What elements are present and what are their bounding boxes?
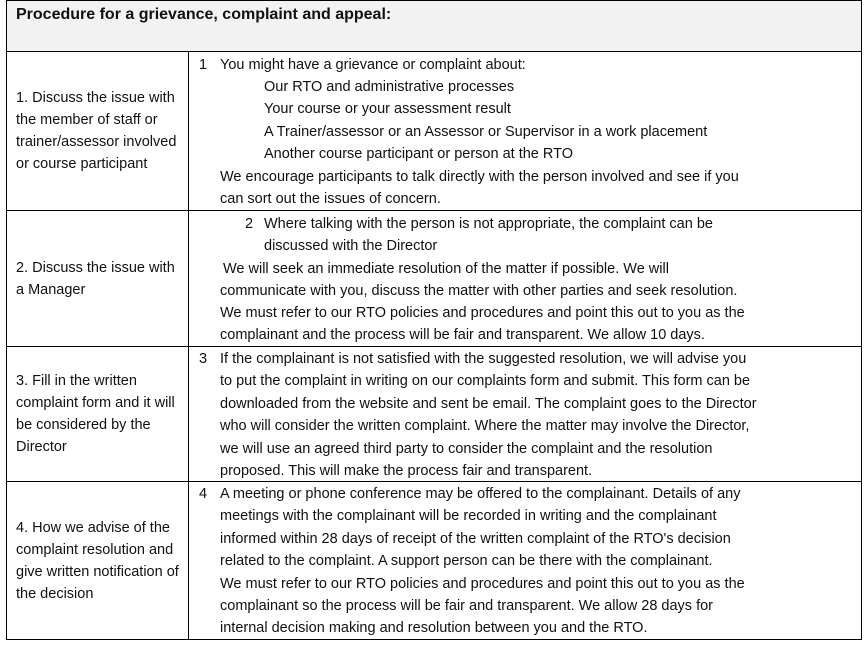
description-line: complainant so the process will be fair and transparent. We allow 28 days for xyxy=(220,598,713,614)
description-line: You might have a grievance or complaint about: xyxy=(220,57,526,73)
table-row-step-2 xyxy=(7,211,861,347)
description-cell xyxy=(189,211,861,346)
description-cell xyxy=(189,482,861,639)
description-line: A Trainer/assessor or an Assessor or Supervisor in a work placement xyxy=(264,124,708,140)
description-line: meetings with the complainant will be recorded in writing and the complainant xyxy=(220,508,717,524)
step-cell xyxy=(7,482,189,639)
step-cell xyxy=(7,52,189,210)
description-line: downloaded from the website and sent be email. The complaint goes to the Director xyxy=(220,396,757,412)
table-row-step-3 xyxy=(7,347,861,482)
table-row-step-4 xyxy=(7,482,861,639)
description-line: We will seek an immediate resolution of the matter if possible. We will xyxy=(223,261,669,277)
description-line: Where talking with the person is not appropriate, the complaint can be xyxy=(264,216,713,232)
table-title: Procedure for a grievance, complaint and appeal: xyxy=(16,6,392,23)
description-line: related to the complaint. A support person can be there with the complainant. xyxy=(220,553,713,569)
description-line: If the complainant is not satisfied with the suggested resolution, we will advise you xyxy=(220,351,747,367)
description-cell xyxy=(189,52,861,210)
description-line: We must refer to our RTO policies and procedures and point this out to you as the xyxy=(220,576,745,592)
procedure-table xyxy=(6,0,862,640)
step-label: 2. Discuss the issue with a Manager xyxy=(16,259,175,298)
description-line: proposed. This will make the process fair and transparent. xyxy=(220,463,593,479)
step-cell xyxy=(7,347,189,481)
step-label: 4. How we advise of the complaint resolution and give written notification of the decision xyxy=(16,519,179,602)
description-line: Our RTO and administrative processes xyxy=(264,79,515,95)
description-line: discussed with the Director xyxy=(264,238,438,254)
step-label: 1. Discuss the issue with the member of staff or trainer/assessor involved or course participant xyxy=(16,90,177,172)
description-cell xyxy=(189,347,861,481)
table-header xyxy=(7,1,861,52)
description-line: informed within 28 days of receipt of the written complaint of the RTO's decision xyxy=(220,531,731,547)
description-line: We must refer to our RTO policies and procedures and point this out to you as the xyxy=(220,305,745,321)
step-number: 2 xyxy=(245,216,254,232)
table-row-step-1 xyxy=(7,52,861,211)
description-line: A meeting or phone conference may be offered to the complainant. Details of any xyxy=(220,486,741,502)
step-number: 3 xyxy=(199,351,208,367)
step-label: 3. Fill in the written complaint form and it will be considered by the Director xyxy=(16,373,175,455)
description-line: internal decision making and resolution between you and the RTO. xyxy=(220,620,648,636)
step-cell xyxy=(7,211,189,346)
description-line: complainant and the process will be fair and transparent. We allow 10 days. xyxy=(220,327,705,343)
description-line: We encourage participants to talk directly with the person involved and see if you xyxy=(220,169,739,185)
description-line: we will use an agreed third party to consider the complaint and the resolution xyxy=(220,441,713,457)
description-line: can sort out the issues of concern. xyxy=(220,191,441,207)
description-line: communicate with you, discuss the matter with other parties and seek resolution. xyxy=(220,283,738,299)
description-line: who will consider the written complaint. Where the matter may involve the Director, xyxy=(220,418,750,434)
step-number: 4 xyxy=(199,486,208,502)
step-number: 1 xyxy=(199,57,208,73)
description-line: to put the complaint in writing on our complaints form and submit. This form can be xyxy=(220,373,751,389)
description-line: Another course participant or person at the RTO xyxy=(264,146,573,162)
description-line: Your course or your assessment result xyxy=(264,101,511,117)
